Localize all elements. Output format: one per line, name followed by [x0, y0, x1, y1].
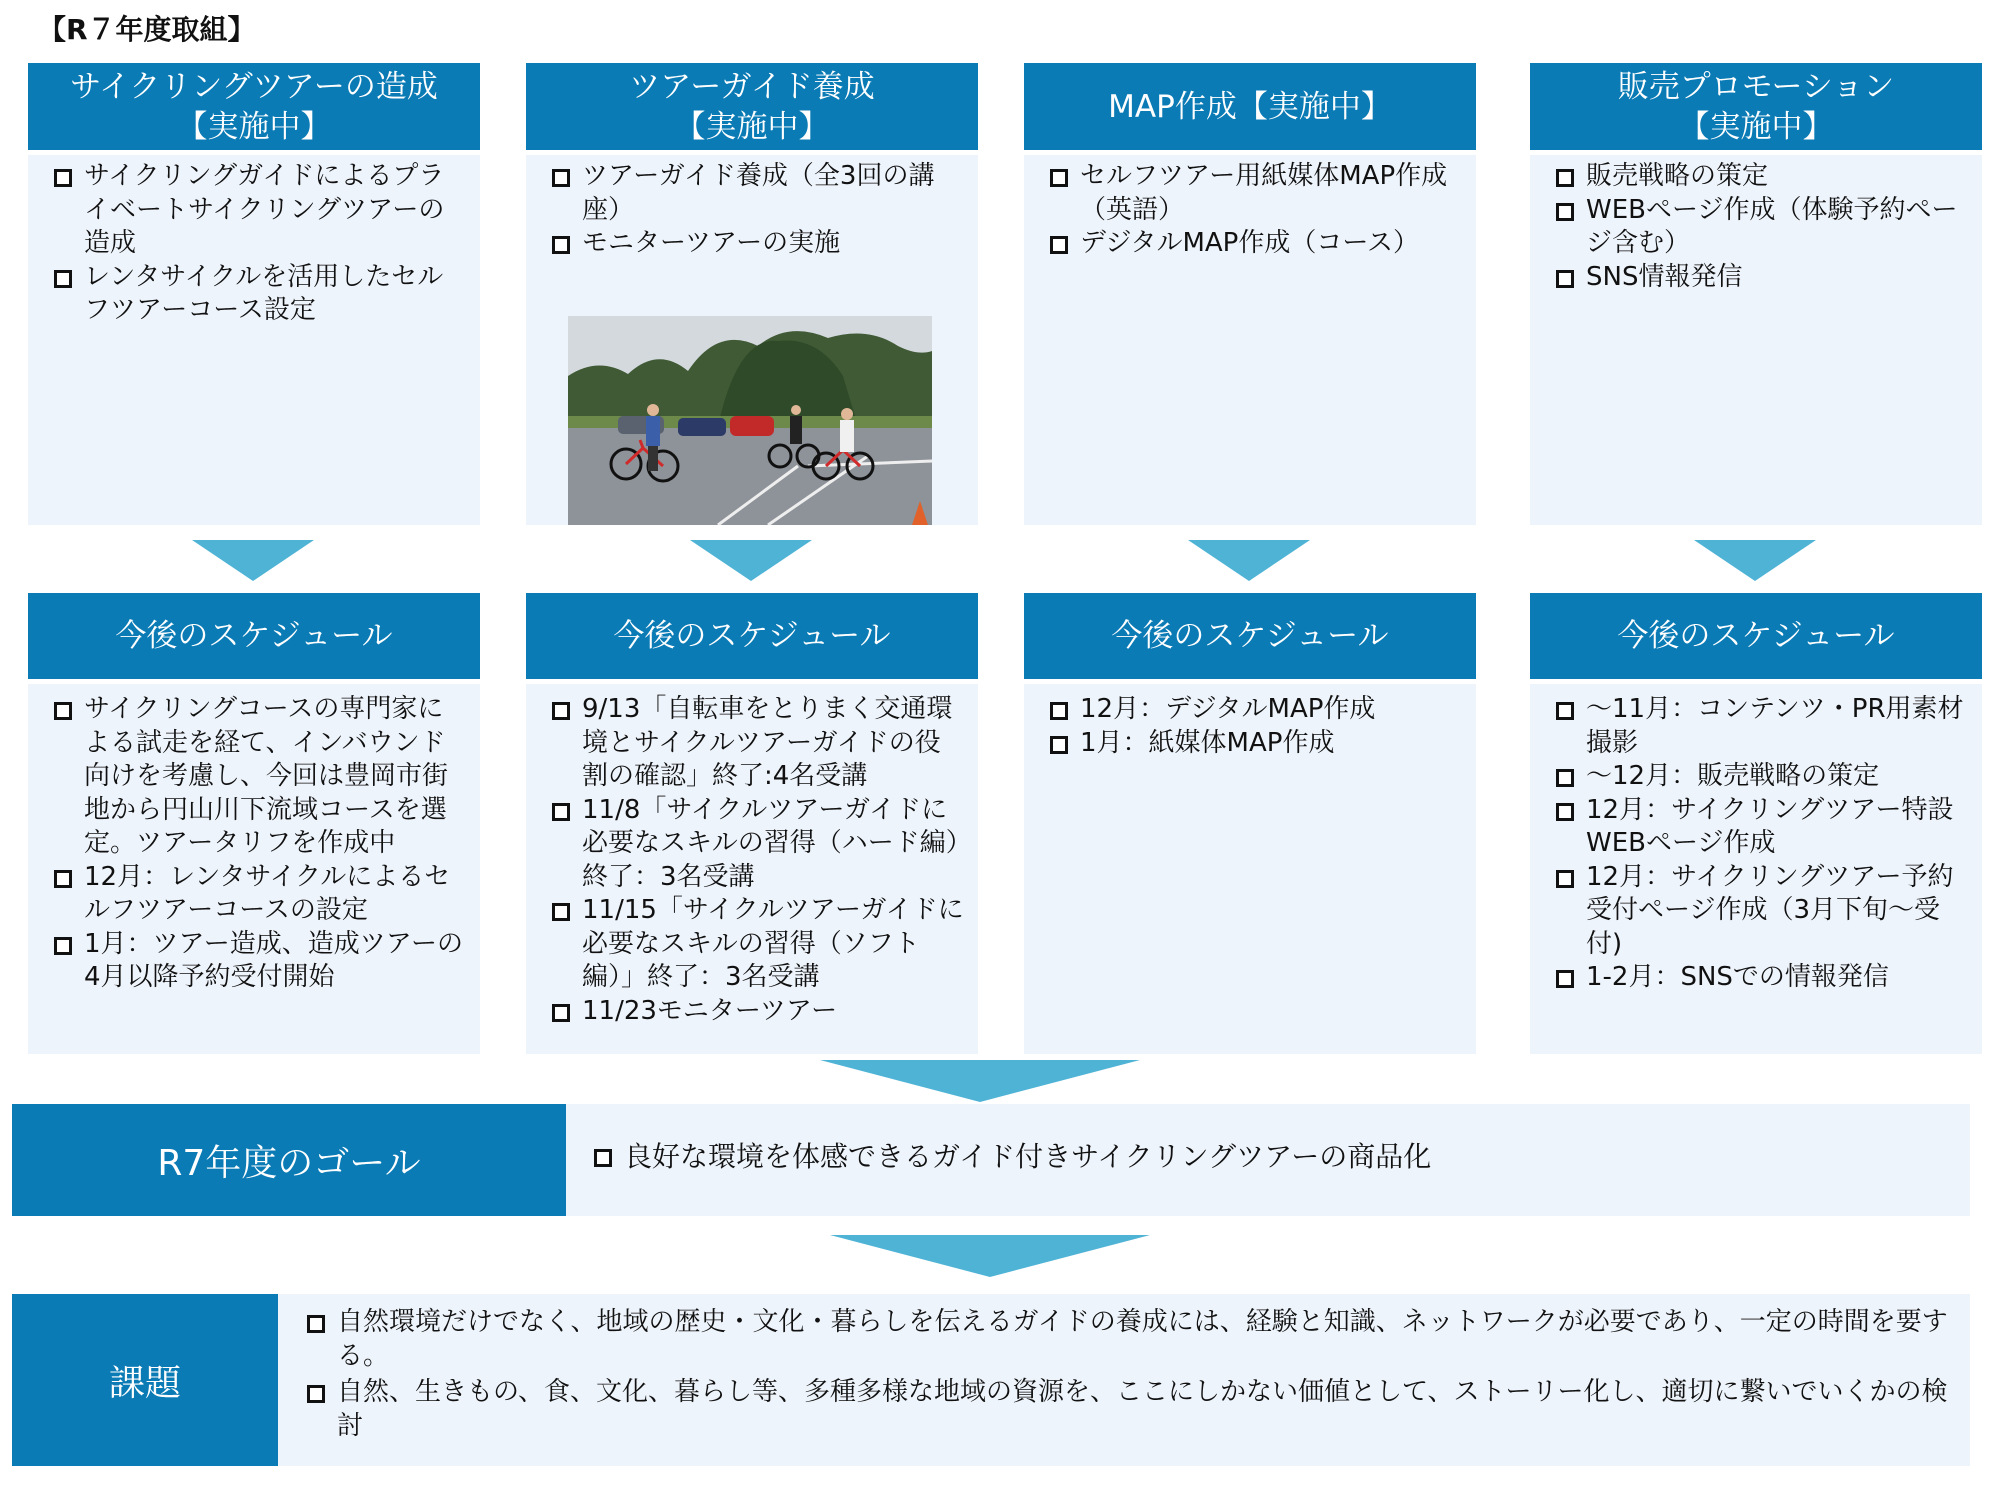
column-3-header [1024, 63, 1476, 150]
column-3-panel [1024, 155, 1476, 525]
goal-list [590, 1140, 1950, 1174]
column-3-schedule-item-1: 12月：デジタルMAP作成 [1046, 693, 1464, 727]
column-4-item-2: WEBページ作成（体験予約ページ含む） [1552, 194, 1968, 261]
column-4-header-line-2: 【実施中】 [1678, 108, 1834, 145]
column-4-item-3: SNS情報発信 [1552, 261, 1968, 295]
column-2-header-line-2: 【実施中】 [674, 108, 830, 145]
column-2-header [526, 63, 978, 150]
issue-item-2: 自然、生きもの、食、文化、暮らし等、多種多様な地域の資源を、ここにしかない価値として、ストーリー化し、適切に繋いでいくかの検討 [303, 1376, 1953, 1443]
goal-item-1: 良好な環境を体感できるガイド付きサイクリングツアーの商品化 [590, 1140, 1950, 1174]
column-2-schedule-item-4: 11/23モニターツアー [548, 995, 966, 1029]
column-2-item-2: モニターツアーの実施 [548, 227, 964, 261]
column-4-header-line-1: 販売プロモーション [1617, 68, 1895, 105]
column-2-schedule-panel [526, 684, 978, 1054]
column-2-schedule-item-2: 11/8「サイクルツアーガイドに必要なスキルの習得（ハード編）終了：3名受講 [548, 794, 966, 895]
cycling-tour-photo [568, 316, 932, 525]
column-1-schedule-title: 今後のスケジュール [115, 618, 393, 654]
column-4-schedule-item-5: 1-2月：SNSでの情報発信 [1552, 961, 1970, 995]
column-2-schedule-title: 今後のスケジュール [613, 618, 891, 654]
column-3-header-line-1: MAP作成【実施中】 [1108, 88, 1392, 125]
column-1-header-line-1: サイクリングツアーの造成 [70, 68, 438, 105]
column-1-panel [28, 155, 480, 525]
column-4-schedule-header [1530, 593, 1982, 679]
column-3-schedule-header [1024, 593, 1476, 679]
column-2-down-arrow [690, 540, 812, 581]
column-1-down-arrow [192, 540, 314, 581]
column-1-schedule-item-2: 12月：レンタサイクルによるセルフツアーコースの設定 [50, 861, 468, 928]
goal-label: R7年度のゴール [12, 1104, 566, 1216]
column-4-item-1: 販売戦略の策定 [1552, 160, 1968, 194]
column-3-schedule-item-2: 1月：紙媒体MAP作成 [1046, 727, 1464, 761]
column-4-schedule-panel [1530, 684, 1982, 1054]
page-title: 【R７年度取組】 [38, 13, 256, 46]
column-3-item-2: デジタルMAP作成（コース） [1046, 227, 1462, 261]
column-4-down-arrow [1694, 540, 1816, 581]
column-3-schedule-panel [1024, 684, 1476, 1054]
column-2-item-1: ツアーガイド養成（全3回の講座） [548, 160, 964, 227]
column-1-header-line-2: 【実施中】 [176, 108, 332, 145]
column-4-schedule-item-1: ～11月：コンテンツ・PR用素材撮影 [1552, 693, 1970, 760]
column-4-schedule-item-3: 12月：サイクリングツアー特設WEBページ作成 [1552, 794, 1970, 861]
column-3-schedule-title: 今後のスケジュール [1111, 618, 1389, 654]
column-4-schedule-title: 今後のスケジュール [1617, 618, 1895, 654]
column-1-item-1: サイクリングガイドによるプライベートサイクリングツアーの造成 [50, 160, 466, 261]
column-1-schedule-item-3: 1月：ツアー造成、造成ツアーの4月以降予約受付開始 [50, 928, 468, 995]
issue-item-1: 自然環境だけでなく、地域の歴史・文化・暮らしを伝えるガイドの養成には、経験と知識、ネットワークが必要であり、一定の時間を要する。 [303, 1306, 1953, 1373]
issue-down-arrow [830, 1235, 1150, 1277]
column-3-item-1: セルフツアー用紙媒体MAP作成（英語） [1046, 160, 1462, 227]
column-2-schedule-item-1: 9/13「自転車をとりまく交通環境とサイクルツアーガイドの役割の確認」終了:4名受講 [548, 693, 966, 794]
column-1-schedule-item-1: サイクリングコースの専門家による試走を経て、インバウンド向けを考慮し、今回は豊岡市街地から円山川下流域コースを選定。ツアータリフを作成中 [50, 693, 468, 861]
column-4-schedule-item-4: 12月：サイクリングツアー予約受付ページ作成（3月下旬～受付) [1552, 861, 1970, 962]
column-4-schedule-item-2: ～12月：販売戦略の策定 [1552, 760, 1970, 794]
column-2-schedule-item-3: 11/15「サイクルツアーガイドに必要なスキルの習得（ソフト編）」終了：3名受講 [548, 894, 966, 995]
issue-label: 課題 [12, 1294, 278, 1466]
goal-down-arrow [820, 1060, 1140, 1102]
column-1-item-2: レンタサイクルを活用したセルフツアーコース設定 [50, 261, 466, 328]
column-1-header [28, 63, 480, 150]
column-2-header-line-1: ツアーガイド養成 [629, 68, 875, 105]
column-3-down-arrow [1188, 540, 1310, 581]
column-4-panel [1530, 155, 1982, 525]
column-1-schedule-panel [28, 684, 480, 1054]
issue-list [303, 1306, 1953, 1443]
column-2-schedule-header [526, 593, 978, 679]
column-1-schedule-header [28, 593, 480, 679]
column-4-header [1530, 63, 1982, 150]
